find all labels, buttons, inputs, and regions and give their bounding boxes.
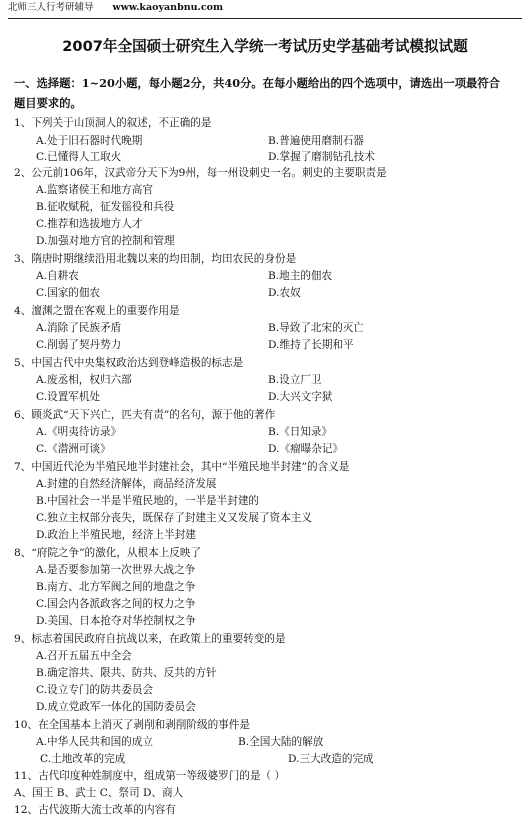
header-url: www.kaoyanbnu.com [112,2,224,13]
question-7-option-d: D.政治上半殖民地，经济上半封建 [36,529,196,541]
question-10-option-a: A.中华人民共和国的成立 [36,736,153,748]
question-7-option-b: B.中国社会一半是半殖民地的，一半是半封建的 [36,495,260,507]
question-4-option-b: B.导致了北宋的灭亡 [268,322,364,334]
question-1-option-b: B.普遍使用磨制石器 [268,135,364,147]
question-9-stem: 9、标志着国民政府自抗战以来，在政策上的重要转变的是 [14,633,286,645]
question-10-stem: 10、在全国基本上消灭了剥削和剥削阶级的事件是 [14,719,250,731]
question-6-option-c: C.《潜洲可谈》 [36,443,111,455]
question-8-stem: 8、“府院之争”的激化，从根本上反映了 [14,547,202,559]
section-heading-line2: 题目要求的。 [14,96,82,110]
question-2-option-c: C.推荐和选拔地方人才 [36,218,143,230]
question-11-stem: 11、古代印度种姓制度中，组成第一等级婆罗门的是（ ） [14,770,286,782]
question-8-option-a: A.是否要参加第一次世界大战之争 [36,564,196,576]
question-7-option-c: C.独立主权部分丧失，既保存了封建主义又发展了资本主义 [36,512,312,524]
question-2-stem: 2、公元前106年，汉武帝分天下为9州，每一州设刺史一名。刺史的主要职责是 [14,167,387,179]
question-5-option-d: D.大兴文字狱 [268,391,333,403]
question-3-option-a: A.自耕农 [36,270,79,282]
question-9-option-c: C.设立专门的防共委员会 [36,684,154,696]
question-4-option-c: C.削弱了契丹势力 [36,339,122,351]
question-9-option-d: D.成立党政军一体化的国防委员会 [36,701,196,713]
question-1-option-c: C.已懂得人工取火 [36,151,122,163]
question-4-option-d: D.维持了长期和平 [268,339,354,351]
question-2-option-a: A.监察诸侯王和地方高官 [36,184,153,196]
section-heading-line1: 一、选择题：1~20小题，每小题2分，共40分。在每小题给出的四个选项中，请选出一项最符合 [14,76,500,90]
question-8-option-c: C.国会内各派政客之间的权力之争 [36,598,196,610]
question-7-option-a: A.封建的自然经济解体，商品经济发展 [36,478,217,490]
question-3-stem: 3、隋唐时期继续沿用北魏以来的均田制，均田农民的身份是 [14,253,297,265]
question-6-stem: 6、顾炎武“天下兴亡，匹夫有责”的名句，源于他的著作 [14,409,276,421]
section-heading [14,73,522,113]
question-1-option-d: D.掌握了磨制钻孔技术 [268,151,375,163]
question-2-option-d: D.加强对地方官的控制和管理 [36,235,175,247]
question-2-option-b: B.征收赋税，征发徭役和兵役 [36,201,175,213]
question-12-stem: 12、古代波斯大流士改革的内容有 [14,804,176,816]
question-3-option-b: B.地主的佃农 [268,270,333,282]
question-5-option-c: C.设置军机处 [36,391,101,403]
question-11-options: A、国王 B、武士 C、祭司 D、商人 [14,787,184,799]
page-header [8,0,522,19]
question-8-option-d: D.美国、日本抢夺对华控制权之争 [36,615,196,627]
question-1-stem: 1、下列关于山顶洞人的叙述，不正确的是 [14,117,212,129]
question-5-stem: 5、中国古代中央集权政治达到登峰造极的标志是 [14,357,244,369]
question-3-option-d: D.农奴 [268,287,301,299]
question-4-stem: 4、澶渊之盟在客观上的重要作用是 [14,305,180,317]
question-1-option-a: A.处于旧石器时代晚期 [36,135,143,147]
question-9-option-b: B.确定溶共、限共、防共、反共的方针 [36,667,217,679]
question-6-option-a: A.《明夷待访录》 [36,426,122,438]
question-8-option-b: B.南方、北方军阀之间的地盘之争 [36,581,196,593]
question-3-option-c: C.国家的佃农 [36,287,101,299]
question-9-option-a: A.召开五届五中全会 [36,650,132,662]
question-6-option-b: B.《日知录》 [268,426,333,438]
question-6-option-d: D.《瘤曝杂记》 [268,443,344,455]
question-10-option-d: D.三大改造的完成 [288,753,374,765]
header-brand: 北师三人行考研辅导 [8,2,94,13]
exam-title: 2007年全国硕士研究生入学统一考试历史学基础考试模拟试题 [62,38,468,55]
question-5-option-b: B.设立厂卫 [268,374,322,386]
question-5-option-a: A.废丞相，权归六部 [36,374,132,386]
question-4-option-a: A.消除了民族矛盾 [36,322,122,334]
question-10-option-c: C.土地改革的完成 [40,753,126,765]
question-7-stem: 7、中国近代沦为半殖民地半封建社会，其中“半殖民地半封建”的含义是 [14,461,350,473]
question-10-option-b: B.全国大陆的解放 [238,736,324,748]
